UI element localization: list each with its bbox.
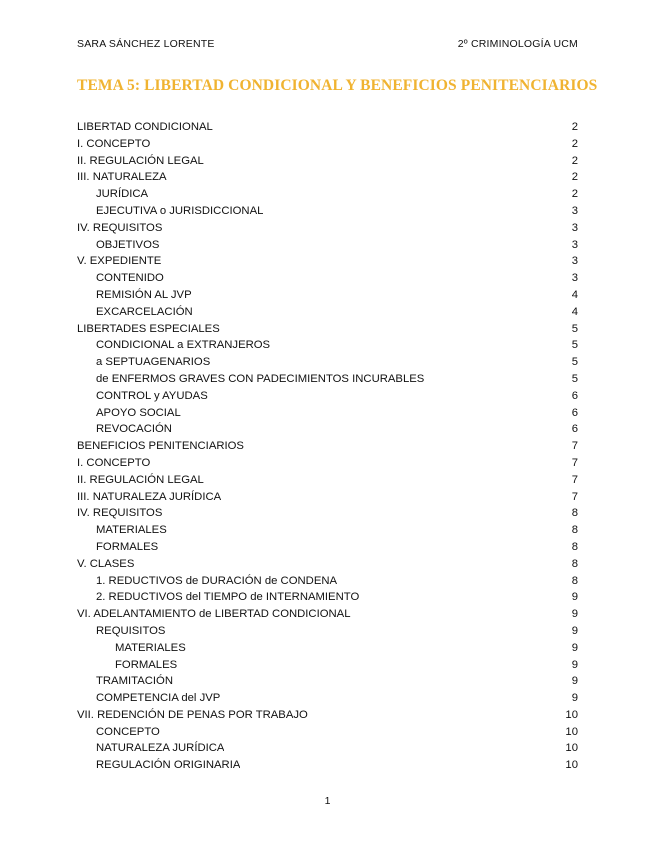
toc-entry[interactable]: [77, 169, 578, 186]
toc-entry[interactable]: [77, 136, 578, 153]
toc-entry-label: REVOCACIÓN: [96, 423, 172, 436]
toc-entry-page: 9: [571, 675, 578, 688]
toc-entry[interactable]: [77, 489, 578, 506]
toc-entry-label: OBJETIVOS: [96, 238, 160, 251]
toc-entry[interactable]: [77, 589, 578, 606]
toc-entry[interactable]: [77, 657, 578, 674]
toc-entry-label: V. CLASES: [77, 557, 135, 570]
toc-entry[interactable]: [77, 740, 578, 757]
toc-entry[interactable]: [77, 253, 578, 270]
toc-entry-label: IV. REQUISITOS: [77, 507, 163, 520]
toc-entry-label: CONDICIONAL a EXTRANJEROS: [96, 339, 271, 352]
toc-entry-page: 3: [571, 204, 578, 217]
toc-entry-page: 10: [565, 725, 578, 738]
toc-entry[interactable]: [77, 421, 578, 438]
toc-entry[interactable]: [77, 556, 578, 573]
toc-entry-label: EXCARCELACIÓN: [96, 305, 193, 318]
toc-entry-label: VII. REDENCIÓN DE PENAS POR TRABAJO: [77, 708, 308, 721]
toc-entry-label: III. NATURALEZA: [77, 171, 167, 184]
header-course: 2º CRIMINOLOGÍA UCM: [457, 38, 578, 50]
toc-entry[interactable]: [77, 757, 578, 774]
toc-entry-label: REGULACIÓN ORIGINARIA: [96, 759, 241, 772]
toc-entry-label: COMPETENCIA del JVP: [96, 692, 221, 705]
toc-entry-page: 7: [571, 473, 578, 486]
toc-entry-page: 2: [571, 137, 578, 150]
toc-entry-label: CONTROL y AYUDAS: [96, 389, 208, 402]
toc-entry-label: II. REGULACIÓN LEGAL: [77, 473, 204, 486]
toc-entry-label: MATERIALES: [115, 641, 186, 654]
toc-entry[interactable]: [77, 220, 578, 237]
toc-entry[interactable]: [77, 186, 578, 203]
toc-entry[interactable]: [77, 337, 578, 354]
toc-entry-label: VI. ADELANTAMIENTO de LIBERTAD CONDICIONAL: [77, 608, 351, 621]
page-header: [77, 38, 578, 52]
toc-entry[interactable]: [77, 522, 578, 539]
toc-entry-label: JURÍDICA: [96, 188, 149, 201]
toc-entry-label: I. CONCEPTO: [77, 456, 151, 469]
toc-entry[interactable]: [77, 405, 578, 422]
toc-entry[interactable]: [77, 304, 578, 321]
toc-entry[interactable]: [77, 237, 578, 254]
toc-entry-page: 8: [571, 574, 578, 587]
toc-entry[interactable]: [77, 321, 578, 338]
toc-entry-label: REMISIÓN AL JVP: [96, 288, 192, 301]
toc-entry-label: de ENFERMOS GRAVES CON PADECIMIENTOS INCURABLES: [96, 372, 425, 385]
toc-entry-page: 10: [565, 759, 578, 772]
toc-entry-page: 5: [571, 372, 578, 385]
toc-entry-page: 8: [571, 540, 578, 553]
toc-entry-page: 8: [571, 557, 578, 570]
toc-entry-page: 4: [571, 305, 578, 318]
toc-entry-label: FORMALES: [96, 540, 159, 553]
toc-entry[interactable]: [77, 153, 578, 170]
toc-entry-page: 5: [571, 322, 578, 335]
toc-entry-label: V. EXPEDIENTE: [77, 255, 162, 268]
toc-entry-label: IV. REQUISITOS: [77, 221, 163, 234]
header-author: SARA SÁNCHEZ LORENTE: [77, 38, 215, 50]
toc-entry-page: 6: [571, 423, 578, 436]
toc-entry[interactable]: [77, 270, 578, 287]
document-title: TEMA 5: LIBERTAD CONDICIONAL Y BENEFICIOS PENITENCIARIOS: [77, 77, 598, 94]
toc-entry[interactable]: [77, 472, 578, 489]
toc-entry[interactable]: [77, 455, 578, 472]
toc-entry[interactable]: [77, 573, 578, 590]
toc-entry[interactable]: [77, 623, 578, 640]
toc-entry-label: LIBERTAD CONDICIONAL: [77, 121, 213, 133]
toc-entry-page: 5: [571, 339, 578, 352]
toc-entry-page: 9: [571, 608, 578, 621]
toc-entry[interactable]: [77, 119, 578, 136]
toc-entry-label: II. REGULACIÓN LEGAL: [77, 154, 204, 167]
toc-entry-label: APOYO SOCIAL: [96, 406, 181, 419]
toc-entry-page: 8: [571, 507, 578, 520]
toc-entry-page: 9: [571, 624, 578, 637]
table-of-contents: [77, 119, 578, 774]
toc-entry-page: 2: [571, 154, 578, 167]
toc-entry-page: 3: [571, 272, 578, 285]
toc-entry-page: 6: [571, 406, 578, 419]
toc-entry[interactable]: [77, 690, 578, 707]
toc-entry-label: 1. REDUCTIVOS de DURACIÓN de CONDENA: [96, 574, 338, 587]
toc-entry-page: 3: [571, 255, 578, 268]
toc-entry-label: LIBERTADES ESPECIALES: [77, 322, 220, 335]
toc-entry-page: 9: [571, 658, 578, 671]
toc-entry[interactable]: [77, 388, 578, 405]
toc-entry-label: EJECUTIVA o JURISDICCIONAL: [96, 204, 264, 217]
toc-entry[interactable]: [77, 539, 578, 556]
toc-entry-page: 4: [571, 288, 578, 301]
toc-entry-page: 2: [571, 121, 578, 133]
toc-entry-page: 3: [571, 238, 578, 251]
toc-entry-page: 9: [571, 641, 578, 654]
page-number: 1: [324, 795, 331, 807]
toc-entry[interactable]: [77, 438, 578, 455]
toc-entry[interactable]: [77, 724, 578, 741]
toc-entry-page: 8: [571, 524, 578, 537]
toc-entry-label: TRAMITACIÓN: [96, 675, 173, 688]
toc-entry-label: MATERIALES: [96, 524, 167, 537]
toc-entry-label: CONTENIDO: [96, 272, 164, 285]
toc-entry[interactable]: [77, 203, 578, 220]
toc-entry-label: III. NATURALEZA JURÍDICA: [77, 490, 222, 503]
toc-entry-label: BENEFICIOS PENITENCIARIOS: [77, 440, 244, 453]
toc-entry-page: 2: [571, 171, 578, 184]
toc-entry-label: NATURALEZA JURÍDICA: [96, 742, 225, 755]
toc-entry-page: 7: [571, 456, 578, 469]
toc-entry[interactable]: [77, 707, 578, 724]
toc-entry[interactable]: [77, 673, 578, 690]
toc-entry-page: 9: [571, 591, 578, 604]
toc-entry[interactable]: [77, 505, 578, 522]
toc-entry[interactable]: [77, 640, 578, 657]
toc-entry[interactable]: [77, 371, 578, 388]
toc-entry[interactable]: [77, 606, 578, 623]
toc-entry[interactable]: [77, 354, 578, 371]
toc-entry-label: 2. REDUCTIVOS del TIEMPO de INTERNAMIENTO: [96, 591, 360, 604]
toc-entry[interactable]: [77, 287, 578, 304]
toc-entry-page: 10: [565, 708, 578, 721]
toc-entry-page: 6: [571, 389, 578, 402]
toc-entry-page: 3: [571, 221, 578, 234]
toc-entry-page: 5: [571, 356, 578, 369]
toc-entry-page: 2: [571, 188, 578, 201]
toc-entry-label: I. CONCEPTO: [77, 137, 151, 150]
toc-entry-page: 10: [565, 742, 578, 755]
toc-entry-label: a SEPTUAGENARIOS: [96, 356, 211, 369]
toc-entry-label: REQUISITOS: [96, 624, 166, 637]
toc-entry-page: 7: [571, 490, 578, 503]
toc-entry-page: 7: [571, 440, 578, 453]
toc-entry-label: FORMALES: [115, 658, 178, 671]
toc-entry-label: CONCEPTO: [96, 725, 160, 738]
toc-entry-page: 9: [571, 692, 578, 705]
